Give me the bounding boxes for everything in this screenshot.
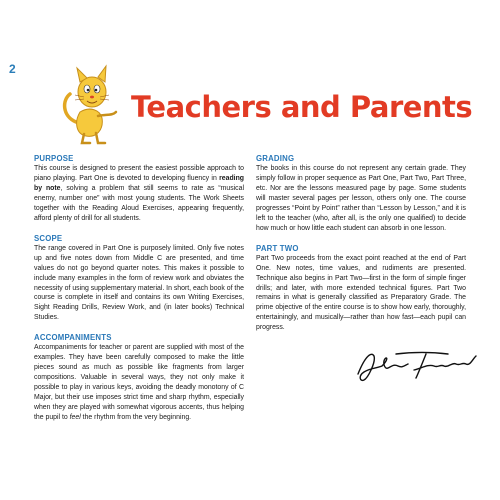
accompaniments-text: Accompaniments for teacher or parent are supplied with most of the examples. They have been carefully composed to make the little pieces sound as much as possible like fragments from larger compositions. Valuable in several ways, they not only make it possible to play in various keys, avoiding the deadly monotony of C Major, but their use imposes strict time and sharp rhythm, especially when they are played with somewhat vigorous accents, thus helping the pupil to feel the rhythm from the very beginning. <box>34 344 244 422</box>
signature <box>352 344 482 388</box>
left-column <box>34 154 244 433</box>
scope-text: The range covered in Part One is purposely limited. Only five notes up and five notes down from Middle C are presented, and time values do not go beyond quarter notes. This makes it possible to include many examples in the form of review work and obviates the necessity of using supplementary material. In short, each book of the course is complete in itself and contains its own Writing Exercises, Sight Reading Drills, Review Work, and (in later books) Technical Studies. <box>34 244 244 322</box>
part-two-heading: PART TWO <box>256 243 299 253</box>
purpose-heading: PURPOSE <box>34 154 74 163</box>
page-number: 2 <box>9 62 16 76</box>
reading-by-note-emphasis: reading by note <box>34 174 244 192</box>
scope-heading: SCOPE <box>34 233 63 243</box>
grading-heading: GRADING <box>256 154 295 163</box>
accompaniments-heading: ACCOMPANIMENTS <box>34 333 112 343</box>
feel-emphasis: feel <box>69 414 81 422</box>
page-title: Teachers and Parents <box>131 90 473 124</box>
grading-text: The books in this course do not represent any certain grade. They simply follow in proper sequence as Part One, Part Two, Part Three, etc. Nor are the lessons measured page by page. Some students will master several pages per lesson, others only one. The course progresses “Point by Point” rather than “Lesson by Lesson,” and it is left to the teacher (who, after all, is the only one qualified) to decide how much or how little each student can absorb in one lesson. <box>256 165 466 232</box>
purpose-text: This course is designed to present the easiest possible approach to piano playing. Part One is devoted to developing fluency in reading by note, solving a problem that still seems to rate as “musical enemy, number one” with most young students. The Work Sheets together with the Reading Aloud Exercises, appearing frequently, afford plenty of drill for all students. <box>34 165 244 222</box>
right-column <box>256 154 466 343</box>
cartoon-cat-icon <box>60 64 122 146</box>
part-two-text: Part Two proceeds from the exact point reached at the end of Part One. New notes, time values, and rudiments are presented. Technique also begins in Part Two—first in the form of simple finger drills; and later, with more extended technical figures. Part Two remains in what is generally classified as Preparatory Grade. The prime objective of the entire course is to show how early, thoroughly, entertainingly, and musically—rather than how fast—each pupil can progress. <box>256 254 466 332</box>
